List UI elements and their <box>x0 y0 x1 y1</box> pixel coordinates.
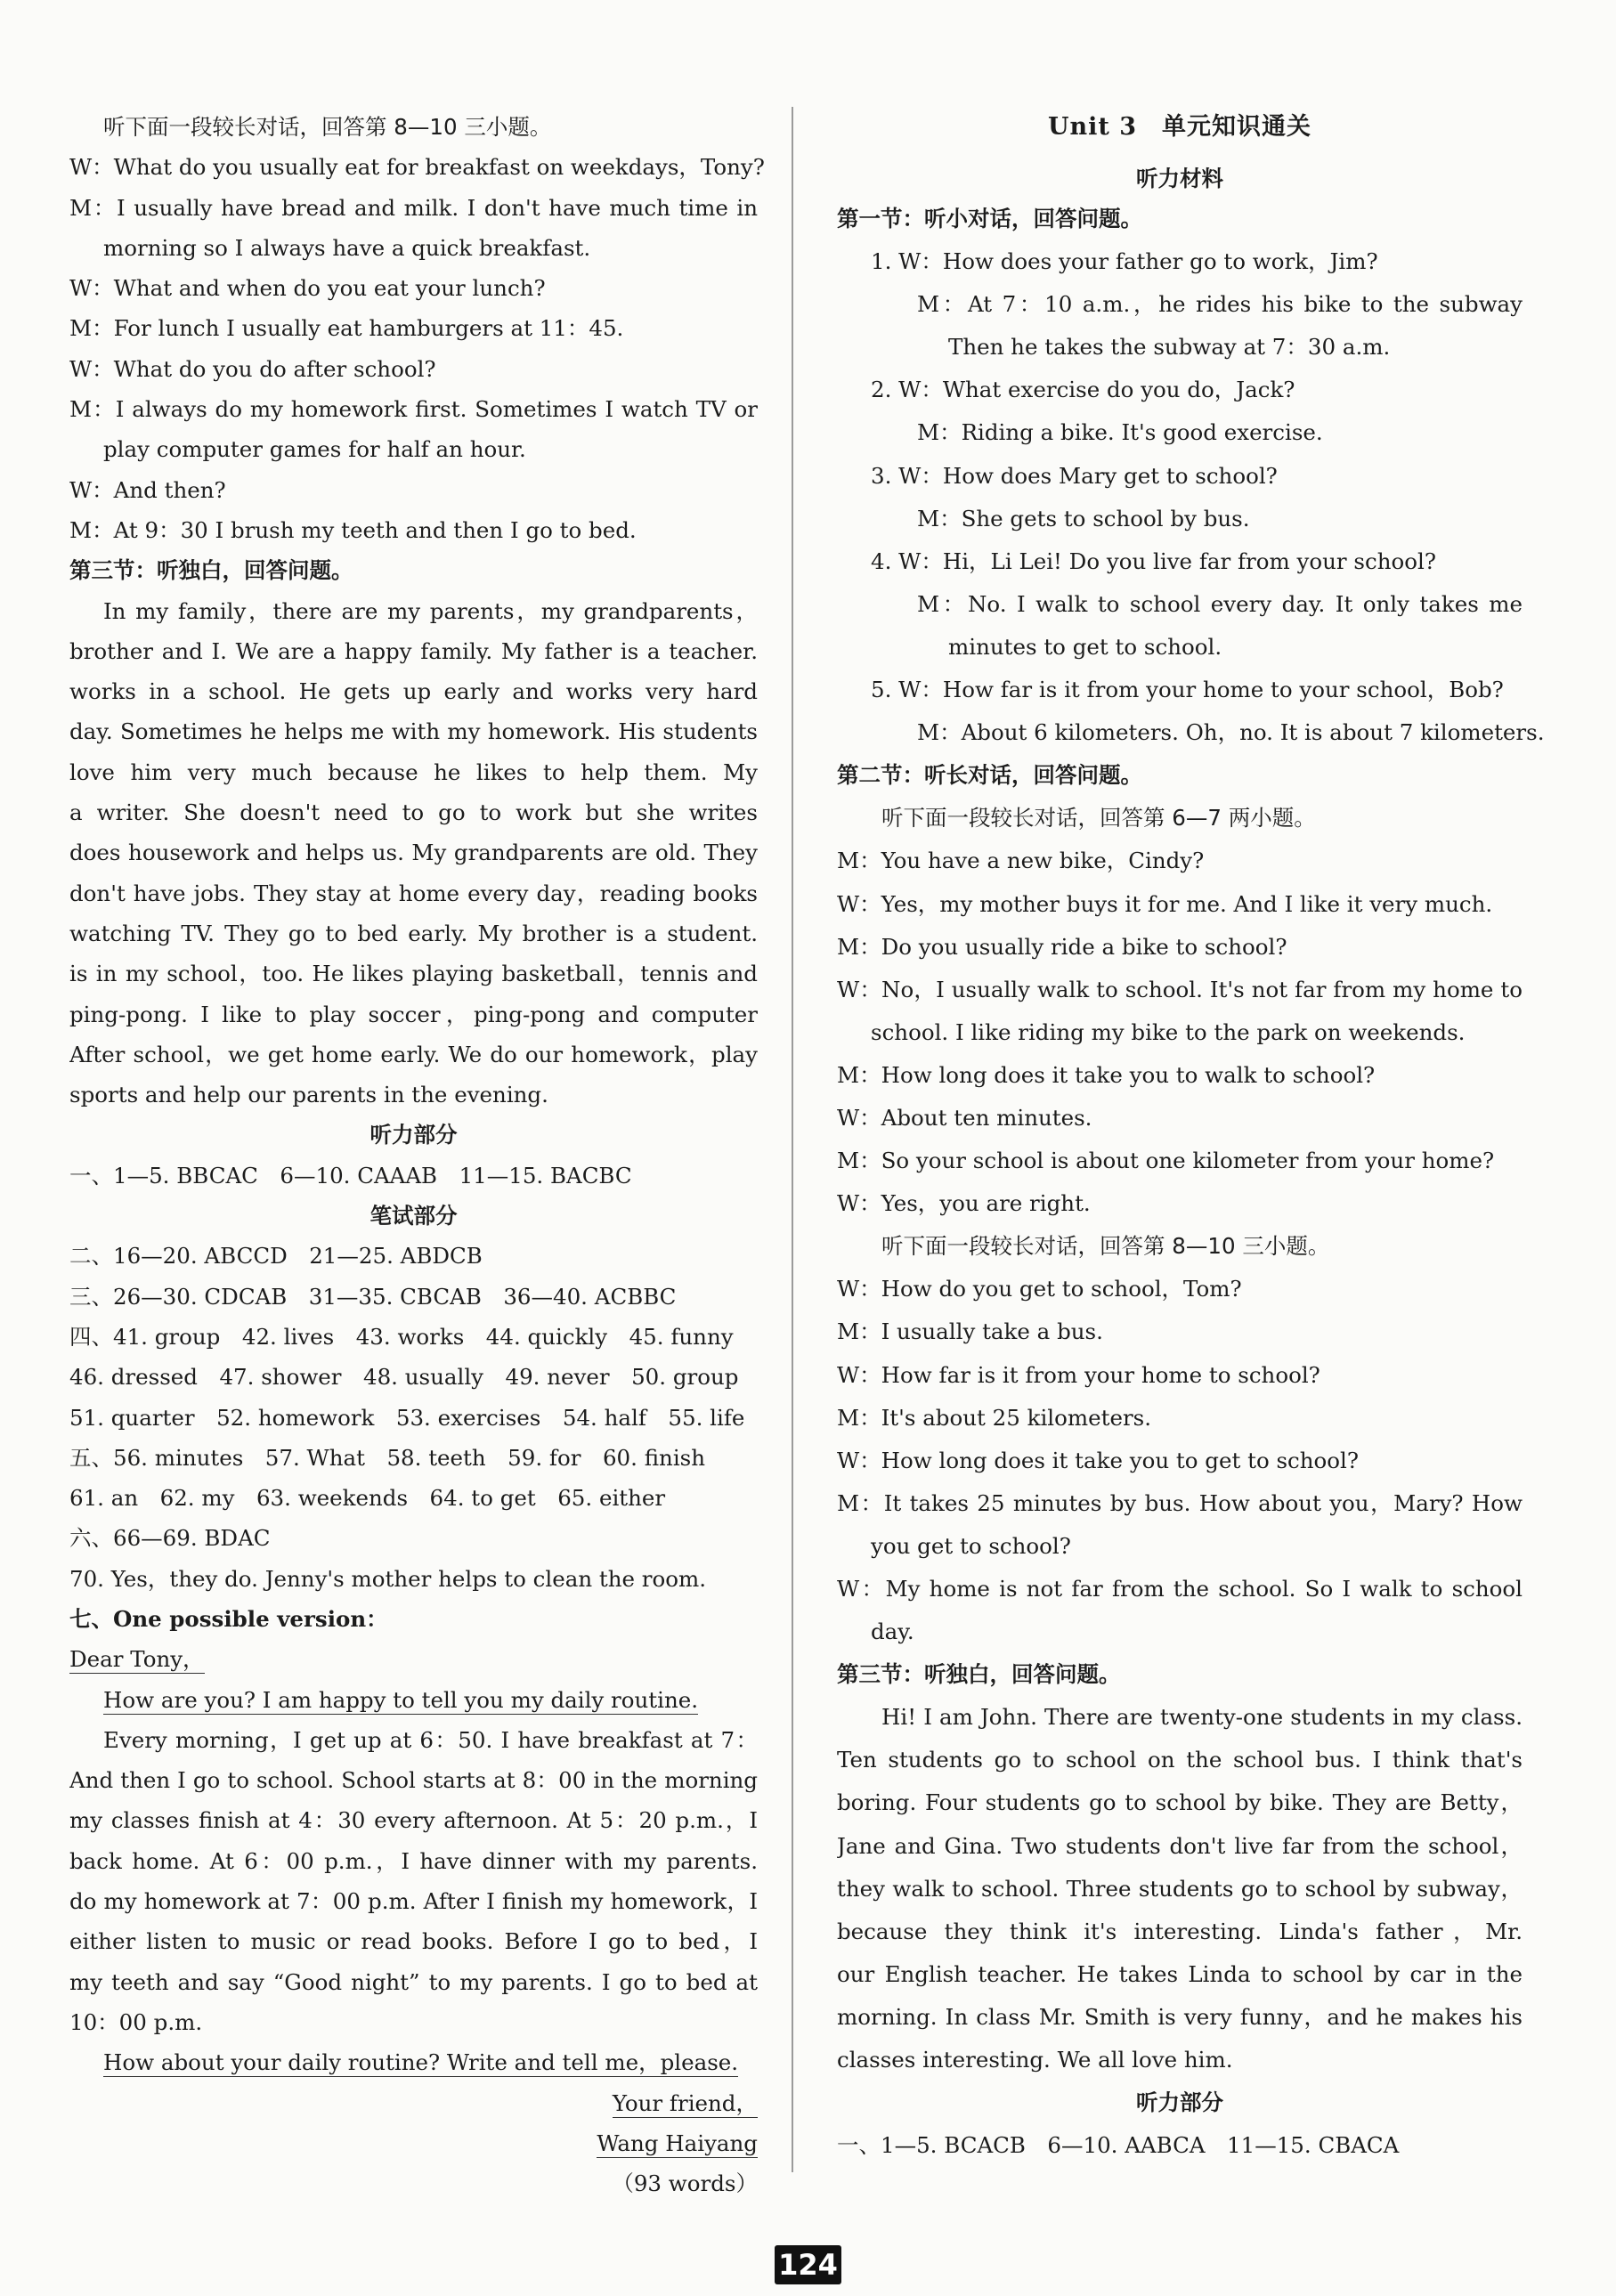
right-column <box>837 107 1545 2167</box>
letter-signature-text: Wang Haiyang <box>597 2130 758 2156</box>
dialogue-line: W：My home is not far from the school. So I walk to school <box>837 1576 1523 1602</box>
dialogue-line: W：What and when do you eat your lunch? <box>69 275 546 302</box>
dialogue-line: school. I like riding my bike to the park on weekends. <box>871 1018 1466 1045</box>
monologue-line: morning. In class Mr. Smith is very funny，and he makes his <box>837 2003 1523 2030</box>
dialogue-line: you get to school? <box>871 1532 1071 1559</box>
answer-line: 二、16—20. ABCCD 21—25. ABDCB <box>69 1243 483 1270</box>
letter-body-line: either listen to music or read books. Before I go to bed，I <box>69 1928 758 1955</box>
answer-line: 六、66—69. BDAC <box>69 1525 271 1552</box>
letter-body-line: my classes finish at 4：30 every afternoon. At 5：20 p.m.，I <box>69 1807 758 1834</box>
answer-line: 五、56. minutes 57. What 58. teeth 59. for 60. finish <box>69 1444 706 1471</box>
dialogue-line: day. <box>871 1619 914 1645</box>
page-number: 124 <box>778 2248 838 2282</box>
answer-line: 一、1—5. BCACB 6—10. AABCA 11—15. CBACA <box>837 2132 1400 2159</box>
dialogue-line: M：At 7：10 a.m.，he rides his bike to the subway <box>917 291 1523 318</box>
letter-opening <box>69 1680 758 1720</box>
dialogue-line: M：No. I walk to school every day. It only takes me <box>917 590 1523 617</box>
monologue-line: don't have jobs. They stay at home every day，reading books <box>69 880 758 906</box>
monologue-line: our English teacher. He takes Linda to school by car in the <box>837 1960 1523 1987</box>
answer-line: 三、26—30. CDCAB 31—35. CBCAB 36—40. ACBBC <box>69 1283 677 1310</box>
dialogue-line: W：Yes，you are right. <box>837 1190 1091 1217</box>
monologue-line: day. Sometimes he helps me with my homework. His students <box>69 718 758 745</box>
dialogue-line: 3. W：How does Mary get to school? <box>871 462 1278 489</box>
answer-line: 46. dressed 47. shower 48. usually 49. never 50. group <box>69 1364 739 1391</box>
dialogue-line: W：What do you do after school? <box>69 355 436 382</box>
monologue-line: Ten students go to school on the school bus. I think that's <box>837 1747 1523 1773</box>
word-count: （93 words） <box>612 2170 758 2197</box>
dialogue-line: M：It's about 25 kilometers. <box>837 1404 1152 1431</box>
dialogue-line: W：Yes，my mother buys it for me. And I like it very much. <box>837 890 1493 917</box>
dialogue-line: W：How long does it take you to get to school? <box>837 1447 1360 1473</box>
letter-salutation <box>69 1639 758 1679</box>
dialogue-line: M：It takes 25 minutes by bus. How about you，Mary? How <box>837 1489 1523 1516</box>
monologue-line: ping-pong. I like to play soccer，ping-pong and computer <box>69 1001 758 1027</box>
dialogue-line: play computer games for half an hour. <box>103 436 526 463</box>
letter-body-line: 10：00 p.m. <box>69 2008 203 2035</box>
monologue-line: sports and help our parents in the evening. <box>69 1082 548 1108</box>
monologue-line: watching TV. They go to bed early. My brother is a student. <box>69 920 758 946</box>
writing-answers-heading: 笔试部分 <box>369 1203 458 1229</box>
dialogue-line: W：What do you usually eat for breakfast on weekdays，Tony? <box>69 154 765 181</box>
left-column <box>69 107 765 2203</box>
column-divider <box>792 107 793 2172</box>
section-heading: 第一节：听小对话，回答问题。 <box>837 206 1142 231</box>
letter-signoff-text: Your friend， <box>612 2089 758 2116</box>
dialogue-line: M：So your school is about one kilometer from your home? <box>837 1148 1495 1174</box>
dialogue-line: 4. W：Hi，Li Lei! Do you live far from your school? <box>871 548 1436 574</box>
letter-closing-question <box>69 2042 758 2082</box>
monologue-line: works in a school. He gets up early and works very hard <box>69 678 758 705</box>
letter-body-line: do my homework at 7：00 p.m. After I finish my homework，I <box>69 1888 758 1915</box>
section-heading: 第三节：听独白，回答问题。 <box>69 557 353 584</box>
dialogue-line: 2. W：What exercise do you do，Jack? <box>871 377 1295 403</box>
monologue-line: brother and I. We are a happy family. My father is a teacher. <box>69 637 758 664</box>
listening-material-heading: 听力材料 <box>1136 166 1223 191</box>
monologue-line: After school，we get home early. We do our homework，play <box>69 1041 758 1067</box>
dialogue-line: W：How do you get to school，Tom? <box>837 1276 1242 1302</box>
writing-sample-heading: 七、One possible version： <box>69 1605 388 1632</box>
dialogue-line: M：I always do my homework first. Sometimes I watch TV or <box>69 396 758 423</box>
dialogue-line: M：Riding a bike. It's good exercise. <box>917 419 1323 446</box>
monologue-line: because they think it's interesting. Linda's father，Mr. <box>837 1918 1523 1944</box>
answer-line: 70. Yes，they do. Jenny's mother helps to clean the room. <box>69 1565 707 1592</box>
answer-line: 一、1—5. BBCAC 6—10. CAAAB 11—15. BACBC <box>69 1162 632 1189</box>
listening-answers-heading: 听力部分 <box>369 1122 458 1148</box>
monologue-line: Jane and Gina. Two students don't live far from the school， <box>837 1832 1523 1859</box>
monologue-line: In my family，there are my parents，my grandparents， <box>103 597 758 624</box>
letter-closing-question-text: How about your daily routine? Write and tell me，please. <box>103 2049 739 2076</box>
monologue-line: Hi! I am John. There are twenty-one students in my class. <box>881 1704 1523 1731</box>
dialogue-line: M：She gets to school by bus. <box>917 505 1250 531</box>
monologue-line: is in my school，too. He likes playing basketball，tennis and <box>69 961 758 987</box>
section-heading: 第二节：听长对话，回答问题。 <box>837 762 1142 789</box>
letter-signoff <box>69 2083 758 2123</box>
letter-opening-text: How are you? I am happy to tell you my daily routine. <box>103 1686 699 1713</box>
monologue-line: boring. Four students go to school by bike. They are Betty， <box>837 1789 1523 1816</box>
section-instruction: 听下面一段较长对话，回答第 8—10 三小题。 <box>881 1233 1330 1260</box>
section-heading: 第三节：听独白，回答问题。 <box>837 1661 1121 1688</box>
letter-body-line: back home. At 6：00 p.m.，I have dinner with my parents. <box>69 1847 758 1874</box>
monologue-line: a writer. She doesn't need to go to work but she writes <box>69 799 758 826</box>
dialogue-line: Then he takes the subway at 7：30 a.m. <box>948 334 1391 361</box>
dialogue-line: morning so I always have a quick breakfast. <box>103 234 591 261</box>
letter-body-line: Every morning，I get up at 6：50. I have breakfast at 7： <box>103 1726 758 1753</box>
answer-line: 61. an 62. my 63. weekends 64. to get 65. either <box>69 1485 666 1512</box>
dialogue-line: W：How far is it from your home to school? <box>837 1361 1320 1388</box>
dialogue-line: M：Do you usually ride a bike to school? <box>837 933 1287 960</box>
section-instruction: 听下面一段较长对话，回答第 6—7 两小题。 <box>881 805 1316 832</box>
listening-answers-heading: 听力部分 <box>1136 2089 1223 2116</box>
letter-body-line: my teeth and say “Good night” to my parents. I go to bed at <box>69 1968 758 1995</box>
dialogue-line: 5. W：How far is it from your home to your school，Bob? <box>871 677 1504 703</box>
letter-salutation-text: Dear Tony， <box>69 1646 205 1673</box>
monologue-line: love him very much because he likes to help them. My <box>69 759 758 785</box>
answer-line: 51. quarter 52. homework 53. exercises 54. half 55. life <box>69 1404 745 1431</box>
dialogue-line: W：And then? <box>69 476 226 503</box>
monologue-line: they walk to school. Three students go to school by subway， <box>837 1875 1523 1902</box>
section-instruction: 听下面一段较长对话，回答第 8—10 三小题。 <box>103 114 552 140</box>
dialogue-line: W：No，I usually walk to school. It's not far from my home to <box>837 976 1523 1002</box>
letter-body-line: And then I go to school. School starts at 8：00 in the morning <box>69 1767 758 1794</box>
letter-signature <box>69 2123 758 2163</box>
dialogue-line: minutes to get to school. <box>948 633 1222 660</box>
dialogue-line: M：About 6 kilometers. Oh，no. It is about 7 kilometers. <box>917 719 1545 746</box>
dialogue-line: M：At 9：30 I brush my teeth and then I go to bed. <box>69 516 637 543</box>
dialogue-line: M：I usually have bread and milk. I don't have much time in <box>69 194 758 221</box>
dialogue-line: M：You have a new bike，Cindy? <box>837 848 1205 874</box>
monologue-line: does housework and helps us. My grandparents are old. They <box>69 840 758 866</box>
unit-title: Unit 3 单元知识通关 <box>1047 113 1312 141</box>
dialogue-line: 1. W：How does your father go to work，Jim? <box>871 248 1378 275</box>
dialogue-line: W：About ten minutes. <box>837 1104 1092 1131</box>
dialogue-line: M：I usually take a bus. <box>837 1318 1103 1345</box>
monologue-line: classes interesting. We all love him. <box>837 2047 1233 2073</box>
answer-line: 四、41. group 42. lives 43. works 44. quickly 45. funny <box>69 1323 734 1350</box>
dialogue-line: M：How long does it take you to walk to school? <box>837 1061 1376 1088</box>
dialogue-line: M：For lunch I usually eat hamburgers at 11：45. <box>69 315 624 342</box>
